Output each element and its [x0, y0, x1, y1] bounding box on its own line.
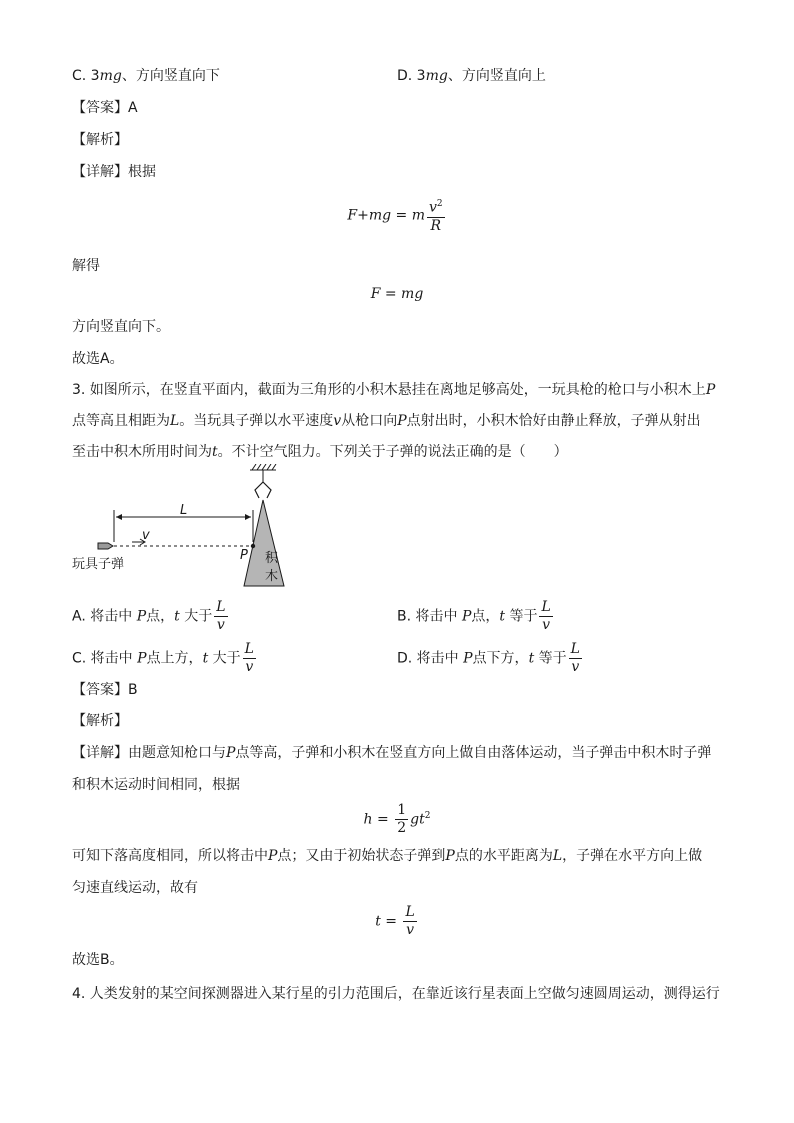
q3-formula-1: h = $\frac{1}{2}$ $gt^2$	[363, 802, 431, 836]
point-P	[251, 544, 255, 548]
block-label-2: 木	[265, 569, 279, 584]
q3-option-d: D. 将击中 P点下方，t 等于 $\frac{L}{v}$	[397, 641, 580, 675]
bullet-label: 玩具子弹	[72, 557, 125, 572]
q3-choose: 故选B。	[72, 952, 124, 968]
clamp	[255, 482, 271, 498]
toy-bullet	[98, 543, 113, 549]
arrowhead-left	[116, 514, 122, 520]
label-v: v	[142, 528, 150, 543]
q2-solve: 解得	[72, 258, 100, 274]
label-L: L	[180, 503, 188, 518]
q2-direction: 方向竖直向下。	[72, 319, 170, 335]
arrowhead-right	[245, 514, 251, 520]
q3-conclude-line-1: 可知下落高度相同，所以将击中P点；又由于初始状态子弹到P点的水平距离为L，子弹在水平方向上做	[72, 848, 703, 864]
q2-answer: 【答案】A	[72, 100, 138, 116]
q3-stem-line-3: 至击中积木所用时间为t。不计空气阻力。下列关于子弹的说法正确的是（ ）	[72, 444, 568, 460]
ceiling-hatch	[250, 464, 276, 470]
q3-analysis: 【解析】	[72, 713, 128, 729]
q3-option-b: B. 将击中 P点，t 等于 $\frac{L}{v}$	[397, 599, 551, 633]
q2-option-c: C. 3mg、方向竖直向下	[72, 68, 220, 84]
block-label-1: 积	[265, 551, 279, 566]
q4-stem-line-1: 4. 人类发射的某空间探测器进入某行星的引力范围后，在靠近该行星表面上空做匀速圆周运动，测得运行	[72, 986, 720, 1002]
label-P: P	[240, 548, 248, 563]
q3-formula-2: t = $\frac{L}{v}$	[375, 904, 415, 938]
q3-conclude-line-2: 匀速直线运动，故有	[72, 880, 198, 896]
q3-detail-line-1: 【详解】由题意知枪口与P点等高，子弹和小积木在竖直方向上做自由落体运动，当子弹击中积木时子弹	[72, 745, 712, 761]
q3-option-c: C. 将击中 P点上方，t 大于 $\frac{L}{v}$	[72, 641, 254, 675]
q3-stem-line-1: 3. 如图所示，在竖直平面内，截面为三角形的小积木悬挂在离地足够高处，一玩具枪的枪口与小积木上P	[72, 382, 716, 398]
q3-detail-line-2: 和积木运动时间相同，根据	[72, 777, 240, 793]
q3-option-a: A. 将击中 P点，t 大于 $\frac{L}{v}$	[72, 599, 226, 633]
q2-formula-2: F = mg	[370, 286, 424, 302]
q2-analysis: 【解析】	[72, 132, 128, 148]
q2-choose: 故选A。	[72, 351, 124, 367]
q3-figure	[72, 464, 312, 592]
q2-formula-1: F+mg = m $\frac{v^2}{R}$	[0, 196, 794, 235]
q3-answer: 【答案】B	[72, 682, 138, 698]
q2-option-d: D. 3mg、方向竖直向上	[397, 68, 546, 84]
q3-stem-line-2: 点等高且相距为L。当玩具子弹以水平速度v从枪口向P点射出时，小积木恰好由静止释放，子弹从射出	[72, 413, 701, 429]
q2-detail: 【详解】根据	[72, 164, 156, 180]
